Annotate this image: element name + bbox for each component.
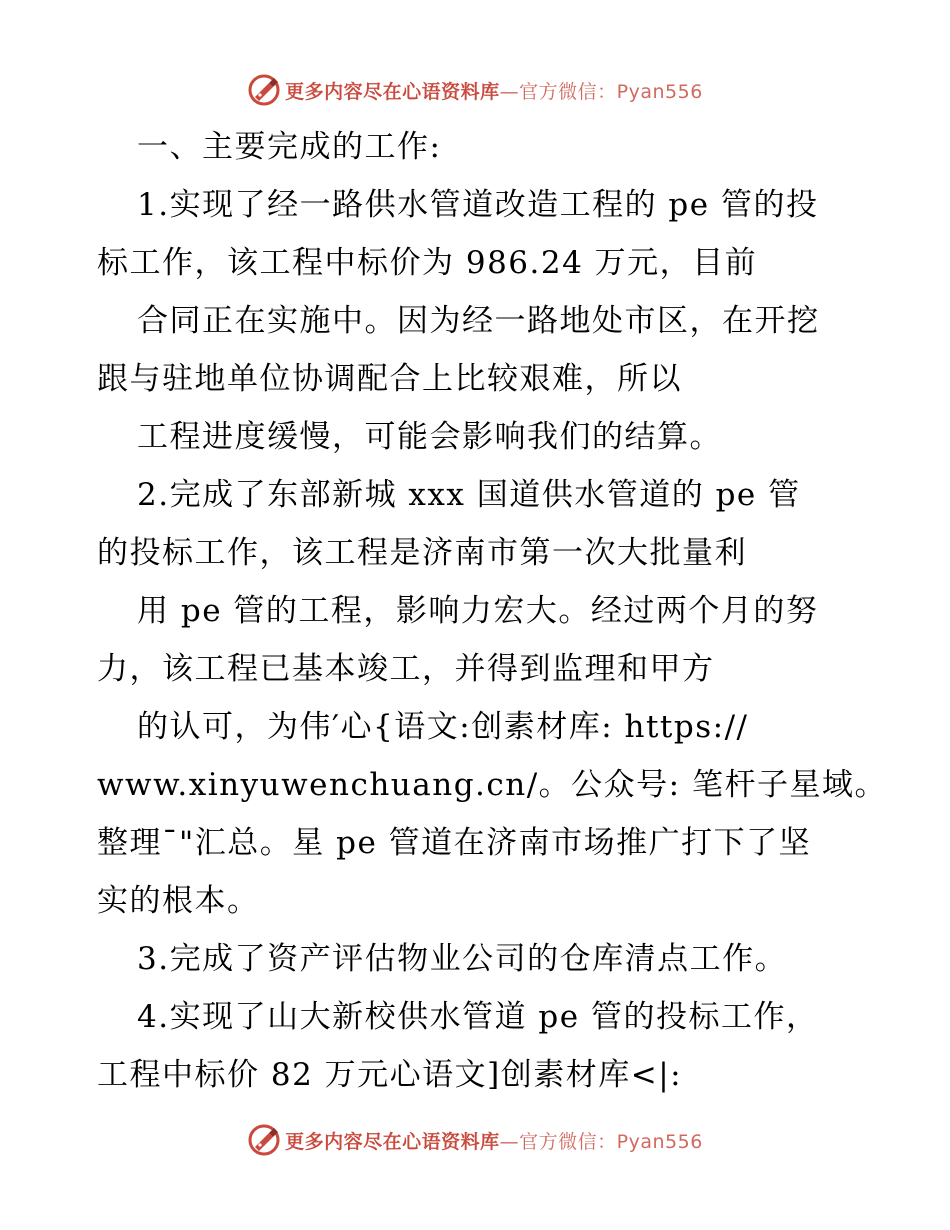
text-line: 的投标工作，该工程是济南市第一次大批量利: [97, 535, 747, 571]
text-line: 3.完成了资产评估物业公司的仓库清点工作。: [137, 941, 788, 977]
text-line: 用 pe 管的工程，影响力宏大。经过两个月的努: [137, 593, 819, 629]
text-line: 标工作，该工程中标价为 986.24 万元，目前: [97, 245, 758, 281]
banner-text: 更多内容尽在心语资料库—官方微信：Pyan556: [285, 1130, 703, 1153]
text-line: 4.实现了山大新校供水管道 pe 管的投标工作，: [137, 999, 819, 1035]
text-line: 整理¯"汇总。星 pe 管道在济南市场推广打下了坚: [97, 825, 812, 861]
text-line: 的认可，为伟′心{语文:创素材库: https://: [137, 709, 749, 745]
text-line: 1.实现了经一路供水管道改造工程的 pe 管的投: [137, 187, 819, 223]
pen-nib-logo-icon: [247, 73, 281, 107]
pen-nib-logo-icon: [247, 1123, 281, 1157]
text-line: 工程中标价 82 万元心语文]创素材库<|:: [97, 1057, 683, 1093]
text-line: 2.完成了东部新城 xxx 国道供水管道的 pe 管: [137, 477, 801, 513]
text-line: 实的根本。: [97, 883, 260, 919]
text-line: www.xinyuwenchuang.cn/。公众号: 笔杆子星域。: [97, 767, 887, 803]
document-body: [97, 118, 887, 1104]
banner-text: 更多内容尽在心语资料库—官方微信：Pyan556: [285, 80, 703, 103]
text-line: 一、主要完成的工作:: [137, 129, 442, 165]
text-line: 工程进度缓慢，可能会影响我们的结算。: [137, 419, 722, 455]
text-line: 合同正在实施中。因为经一路地处市区，在开挖: [137, 303, 820, 339]
text-line: 力，该工程已基本竣工，并得到监理和甲方: [97, 651, 715, 687]
text-line: 跟与驻地单位协调配合上比较艰难，所以: [97, 361, 682, 397]
footer-banner: [0, 1120, 950, 1160]
header-banner: [0, 70, 950, 110]
